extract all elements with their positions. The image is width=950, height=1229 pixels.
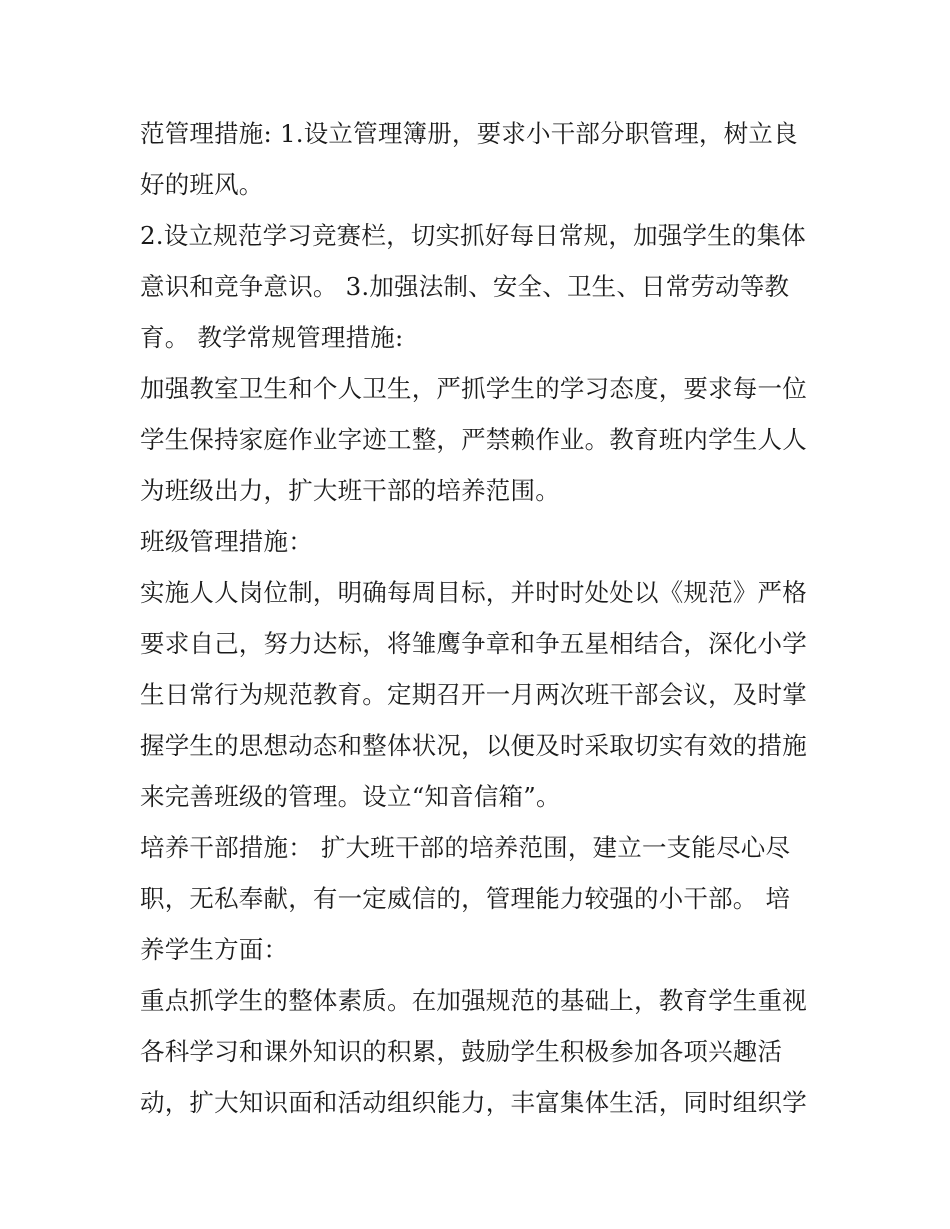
text-line: 握学生的思想动态和整体状况，以便及时采取切实有效的措施 [140, 731, 807, 760]
text-line: 培养干部措施： 扩大班干部的培养范围，建立一支能尽心尽 [140, 833, 791, 862]
text-line: 实施人人岗位制，明确每周目标，并时时处处以《规范》严格 [140, 578, 807, 607]
text-line: 意识和竞争意识。 3.加强法制、安全、卫生、日常劳动等教 [140, 272, 790, 301]
text-line: 生日常行为规范教育。定期召开一月两次班干部会议，及时掌 [140, 680, 807, 709]
text-line: 学生保持家庭作业字迹工整，严禁赖作业。教育班内学生人人 [140, 425, 807, 454]
document-body [140, 108, 820, 1128]
text-line: 范管理措施: 1.设立管理簿册，要求小干部分职管理，树立良 [140, 119, 798, 148]
text-line: 重点抓学生的整体素质。在加强规范的基础上，教育学生重视 [140, 986, 807, 1015]
text-line: 育。 教学常规管理措施: [140, 323, 404, 352]
text-line: 班级管理措施： [140, 527, 313, 556]
text-line: 为班级出力，扩大班干部的培养范围。 [140, 476, 560, 505]
text-line: 好的班风。 [140, 170, 264, 199]
text-line: 要求自己，努力达标，将雏鹰争章和争五星相结合，深化小学 [140, 629, 807, 658]
text-line: 加强教室卫生和个人卫生，严抓学生的学习态度，要求每一位 [140, 374, 807, 403]
text-line: 职，无私奉献，有一定威信的，管理能力较强的小干部。 培 [140, 884, 791, 913]
text-line: 养学生方面： [140, 935, 289, 964]
text-line: 各科学习和课外知识的积累，鼓励学生积极参加各项兴趣活 [140, 1037, 783, 1066]
text-line: 动，扩大知识面和活动组织能力，丰富集体生活，同时组织学 [140, 1088, 807, 1117]
text-line: 来完善班级的管理。设立“知音信箱”。 [140, 782, 561, 811]
text-line: 2.设立规范学习竞赛栏，切实抓好每日常规，加强学生的集体 [140, 221, 806, 250]
